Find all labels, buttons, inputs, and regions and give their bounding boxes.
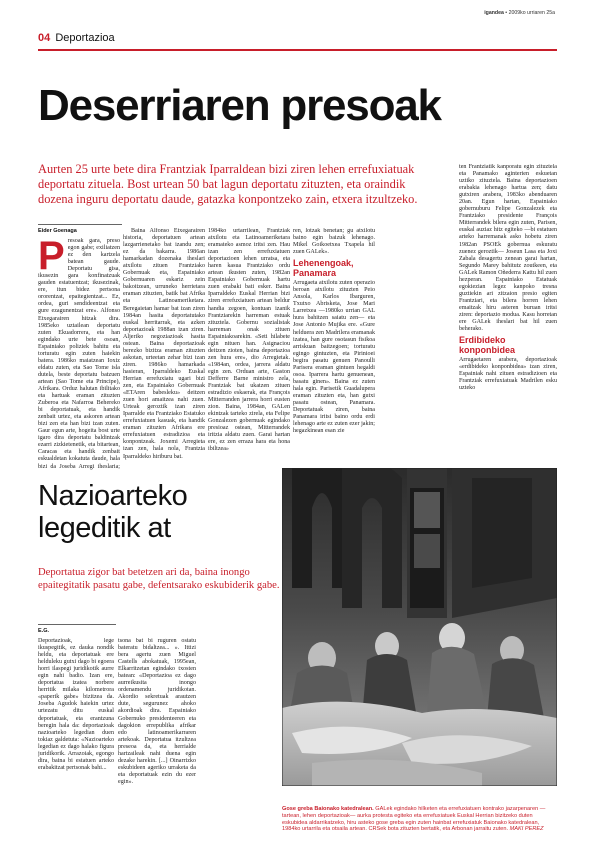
caption-body: GALek egindako hilketen eta errefuxiatuen kontrako jazarpenaren —tartean, lehen deportazioak— aurka protesta egiteko eta errefuxiatuek Euskal Herrian bizitzeko duten eskubidea aldarrikatzeko, hiru asteko gose greba egin zuten hainbat errefuxiatuk Baionako katedralean, 1984ko urtarrila eta otsaila artean. CRSek bota zituzten bertatik, eta Arbonan jarraitu zuten. bbox=[282, 806, 546, 833]
photo-illustration bbox=[282, 468, 557, 786]
article-text: Deportazioak, lege ikuspegitik, ez dauka nondik heldu, eta deportatuak ere helduleku gutxi dago bi egoera horri ilaspegi juridikotik aurre egin nahi badio. Izan ere, deportatua izatea norbere herritik milaka kilometrora «paperik gabe» bizitzea da. Joseba Agudok haiekin urtez urtezatu ditu euskal deportatuak, eta erantzuna beregin hala da: deportazioak nazioarteko legedian duen tokiaz galdetuta: «Nazioarteko legedian ez dago halako figura juridikorik. Arrazoiak, egongo dira, baina bi estatuen arteko erabakitzat pertsonak bahi... bbox=[38, 638, 114, 771]
section-divider bbox=[38, 49, 557, 51]
byline-rule bbox=[38, 624, 116, 625]
article-column-5 bbox=[459, 164, 557, 470]
article-column-1 bbox=[38, 238, 120, 470]
secondary-headline-line: Nazioarteko bbox=[38, 480, 188, 512]
article-text: tsona bat bi ruguren ostatu bateratu bidaltzea... ». Ittizi bera agertu zuen Miguel Castells abokatuak, 1995ean, Elkarritzetan egindako txosten batean: «Deportazioa ez dago aurreikusita inongo ordenamendu juridikotan. Akordio sekretuak arautzen dute, segurunez ahoko akordioak dira. Espainiako Gobernuko presidenteeren eta dagokion errepublika afrikar edo latinoamerikarraren artekoak. Deportatua itzultzea preseoa da, eta herrialde hartzaileak nahi duena egin dezake harekin. [...] Oinarrizko eskubideen ageriko urraketa da eta deportatuak ezin du ezer egin». bbox=[118, 638, 196, 785]
article-column-2 bbox=[123, 228, 205, 470]
photo-caption bbox=[282, 806, 558, 833]
section-name: Deportazioa bbox=[55, 32, 115, 44]
byline-2: E.G. bbox=[38, 628, 50, 634]
news-photo bbox=[282, 468, 557, 786]
subheading: Lehenengoak, Panamara bbox=[293, 258, 354, 279]
publication-name: igandea bbox=[484, 10, 504, 16]
article-text: ren, lotzak benetan; gu atxilotu baino egin baizuk lehenago. Mikel Goikoetxea Txapela hil zuen GALek». bbox=[293, 228, 375, 256]
lead-text: Aurten 25 urte bete dira Frantziak Iparraldean bizi ziren lehen errefuxiatuak deportatu zituela. Bost urtean 50 bat lagun deportatu zituzten, eta oraindik dozena inguru deportatu daude, gatazka konpontzeko zain, etxera itzultzeko. bbox=[38, 162, 418, 207]
secondary-headline bbox=[38, 480, 278, 544]
byline-rule bbox=[38, 224, 122, 225]
article-text: resoak gara, preso egon gabe; exiliatzen ez den kartzela batean gaude. Deportatu gisa, ikusezin gara konfinatzuak gauden estatuentzat; ikusezinak, ere, itun bidez pertsona ororentzat, epaitegientzat... Ez, ordea, guri sendideentzat eta gure ezagunentzat ere». Alfonso Etxegarairen hitzak dira. 1985eko uztailean deportatu zuten Ekuadorrera, eta han egindako urte bete osoan, Espainiako poliziek bahitu eta torturatu egin zuten haiekin batera. 1986ko maiatzean Ioxiz eldatu zuten, eta Sao Tome isla dutela, beste deportatu batzuen artean (Sao Tome eta Principe), Afrikara. Orduz halutan ibilitako eta hartuak eraman zituzten Zuberoa eta Nafarroa Behereko bi deportatuak, eta handik zenbait urtez, eta askoren artean bizi zen eta han bizi izan zuten. Gaur egun arte, hogeita bost urte igaro dira deportatu baldintzak ezarri zizkietenetik, eta bitartean, Caracas eta handik zenbait eskualdetan kokatuta daude, hala bizi da Joseba Arregi iheslaria; bbox=[38, 238, 120, 470]
section-number: 04 bbox=[38, 32, 51, 44]
lead-paragraph bbox=[38, 162, 443, 208]
article-text: Arrugaeta atxilotu zuten operazio beroan atxilotu zituzten Peio Ansola, Karlos Ibarguren, Txutxo Abrisketa, Jose Mari Larretxea —1980ko urrian GAL hura bahitzen saiatu zen— eta Jose Antonio Mujika ere. «Gure helduera zen Madrilera eramanak izatea, han gure osotasun fisikoa arriskuan baitzegoen; torturatu egingo gintuzten, eta Pirinioei begira pasatu genuen Panoulli Parisera eraman gintuen hegaldi osoa. Iparrera hartu genuenean, basatu ginen». Baina ez zuten hala egin. Parisetik Guadalupera eraman zituzten eta, han gutxi pasatu ostean, Panamara. Deportatuak ziren, baina Panamara iritsi baino ordu erdi lehenago arte ez zuten ezer jakin; hegazkinean esan zie bbox=[293, 280, 375, 435]
article-column-3 bbox=[208, 228, 290, 470]
article2-column-1 bbox=[38, 638, 114, 818]
issue-header: igandea • 2009ko urriaren 25a bbox=[484, 10, 555, 16]
caption-credit: MAKI PEREZ bbox=[509, 826, 544, 833]
drop-cap: P bbox=[38, 238, 65, 278]
article-column-4 bbox=[293, 228, 375, 470]
subheading: Erdibideko konponbidea bbox=[459, 335, 515, 356]
headline: Deserriaren presoak bbox=[38, 81, 441, 130]
article-text: ten Frantziatik kanporatu egin zituztela eta Panamako aginterien eskuetan uztiko zituztela. Baina deportazioen erabakia lehenago hartua zen; datu gutxiren arabera, 1983ko abenduaren 20an. Egun hartan, Espainiako gobernuburu Felipe Gonzalezek eta Frantziako presidente François Mitterrandek bilera egin zuten, Parisen, euskal auziaz hitz egiteko —bi estatuen arteko harremanak asko hobetu ziren 1982an PSOEk gobernua eskuratu zuenez geroztik— Joseun Lasa eta Joxi Zabala desagertu zenean garai hartan, Segundo Marey bahitutz zoutkeen, eta GALek Ramon Oñederra Kattu hil zuen hezperan. Espainiako Estatuak egokiezian legez kanpoko tresna guztiekin ari zitzaion presio egiten Frantziari, eta bilera horren lehen emaitzak hiru asteren buruan iritsi ziren: deportazio modua. Kasu horretan ere GALek iheslari bat hil zuen beherako. bbox=[459, 164, 557, 333]
byline: Eider Goenaga bbox=[38, 228, 77, 234]
article-text: 1984ko urtarrilean, Frantziak atxilotu eta Latinoameriketara eramateko asmoz iritsi zen. Hau izan zen errefuxiatuen deportazioen lehen urratsa, eta haren kasua Frantziako ordu artean ikusten zuten, 1982an Espainiako Gobernuak hartu zuen erabaki bati esker. Baina Iparraldeko Euskal Herrian bizi ziren errefuxiatuen artean beldur handia zegoen, kontuan izanik Frantziarekin harreman estuak zituztela. Gobernu sozialistak harreman onak zituen Espainiakoarekin. «Seti hilabete egin nituen han. Asignaciou deitzen zioten, baina deportazioa zen hura ere», dio Arregietak. «1984an, ordea, jarrera aldatu egin zen. Orduan arte, Gaston Defferre Barne ministro zela, Frantziak bat ukatzen zituen estradizio eskaerak, eta François Mitterranden jarrera horri eusten zion. Baina, 1984an, GALen ekintzak tarteko zirela, eta Felipe Gonzalezen gobernuak egindako presioaz ostean, Mitterrandek iritzia aldatu zuen. Garai hartan ere, ez zen erraza hara eta hona ibiltzea» bbox=[208, 228, 290, 453]
article-text: Baina Alfonso Etxegarairen historia, deportatuen artean lazgarrienetako bat izandu zen; ez da bakarra. 1986an hamarkadan dozenaka iheslari atxilotu zituen Frantziako Gobernuak eta, Espainiako Gobernuaren eskariz zein bakoitzean, urruneko herrietara eraman zituzten, batik bat Afrika eta Latinoameriketara. Beregaietan hamar bat izan ziren 1984an hasita deportatutako euskal herritarrak, eta azken deportazioak 1988an izan ziren. Aljeriko negoziazioak hasita ostean. Baina deportazioak berezko bizitza eraman zituzten askotan, urteetan zehar bizi izan ziren. 1986ko hamarkada hasieran, Iparraldeko Euskal Herrian errefuxiatu ugari bizi zen, eta Espainiako Gobernuak «ETAren babesleku» deitzen zuen hori amaitzea nahi zuen. Urteak geroztik izan ziren Iparralde eta Frantziako Estatuko errefuxiatuen kasuak, eta handik eraman zituzten Afrikara ere errefuxiatuen estradizioa eta konpontzeak. Joxemi Arregieta izan zen, hala nola, Frantzia Iparraldeko hiriburu bat. bbox=[123, 228, 205, 460]
caption-title: Gose greba Baionako katedralean. bbox=[282, 806, 374, 812]
section-label bbox=[38, 32, 115, 44]
article2-column-3 bbox=[200, 638, 278, 818]
secondary-headline-line: legeditik at bbox=[38, 512, 171, 544]
secondary-subtitle: Deportatua zigor bat betetzen ari da, baina inongo epaitegitatik pasatu gabe, defentsarako eskubiderik gabe. bbox=[38, 567, 280, 592]
article-text: Arrugaetaren arabera, deportazioak «erdibideko konponbidea» izan ziren, Espainiak nahi zituen estradizioen eta Frantziak errefuxiatuak Madrilen esku uzteko bbox=[459, 357, 557, 392]
article2-column-2 bbox=[118, 638, 196, 818]
issue-date: 2009ko urriaren 25a bbox=[508, 10, 555, 16]
